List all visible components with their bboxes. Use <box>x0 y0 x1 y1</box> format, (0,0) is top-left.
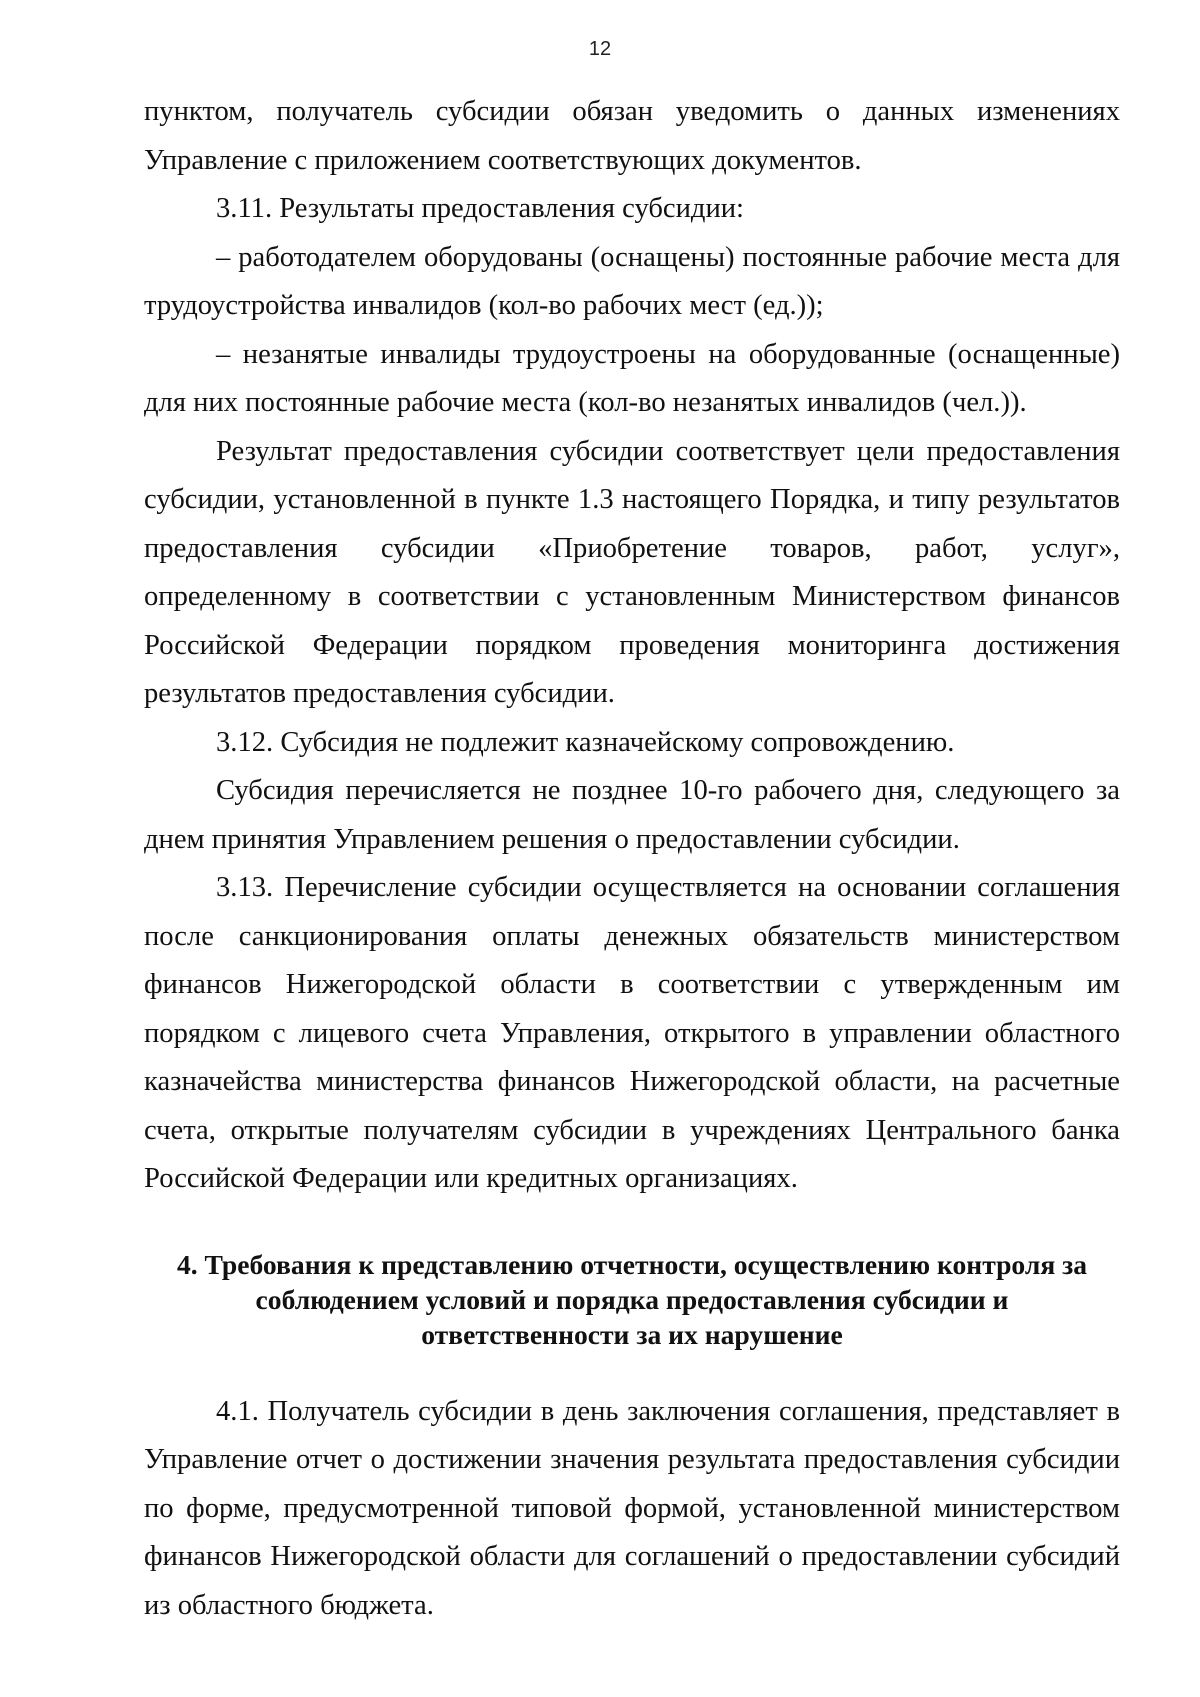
section-heading-line: соблюдением условий и порядка предоставления субсидии и <box>255 1283 1009 1315</box>
page-number: 12 <box>588 38 612 60</box>
paragraph-result-purpose: Результат предоставления субсидии соответствует цели предоставления субсидии, установленной в пункте 1.3 настоящего Порядка, и типу результатов предоставления субсидии «Приобретение товаров, работ, услуг», определенному в соответствии с установленным Министерством финансов Российской Федерации порядком проведения мониторинга достижения результатов предоставления субсидии. <box>144 435 1120 709</box>
document-body <box>144 88 1120 1630</box>
paragraph-4-1: 4.1. Получатель субсидии в день заключения соглашения, представляет в Управление отчет о достижении значения результата предоставления субсидии по форме, предусмотренной типовой формой, установленной министерством финансов Нижегородской области для соглашений о предоставлении субсидий из областного бюджета. <box>144 1395 1120 1621</box>
paragraph-3-12: 3.12. Субсидия не подлежит казначейскому сопровождению. <box>216 726 955 758</box>
paragraph-transfer-deadline: Субсидия перечисляется не позднее 10-го рабочего дня, следующего за днем принятия Управлением решения о предоставлении субсидии. <box>144 775 1120 855</box>
paragraph-result-employment: – незанятые инвалиды трудоустроены на оборудованные (оснащенные) для них постоянные рабочие места (кол-во незанятых инвалидов (чел.)). <box>144 338 1120 418</box>
section-heading-line: ответственности за их нарушение <box>421 1318 843 1350</box>
paragraph-3-11-title: 3.11. Результаты предоставления субсидии: <box>216 193 745 224</box>
paragraph-continuation: пунктом, получатель субсидии обязан уведомить о данных изменениях Управление с приложением соответствующих документов. <box>144 96 1120 176</box>
section-heading <box>144 1247 1120 1352</box>
section-heading-line: 4. Требования к представлению отчетности, осуществлению контроля за <box>176 1248 1088 1280</box>
paragraph-3-13: 3.13. Перечисление субсидии осуществляется на основании соглашения после санкционирования оплаты денежных обязательств министерством финансов Нижегородской области в соответствии с утвержденным им порядком с лицевого счета Управления, открытого в управлении областного казначейства министерства финансов Нижегородской области, на расчетные счета, открытые получателям субсидии в учреждениях Центрального банка Российской Федерации или кредитных организациях. <box>144 872 1120 1194</box>
paragraph-result-workplaces: – работодателем оборудованы (оснащены) постоянные рабочие места для трудоустройства инвалидов (кол-во рабочих мест (ед.)); <box>144 241 1120 321</box>
